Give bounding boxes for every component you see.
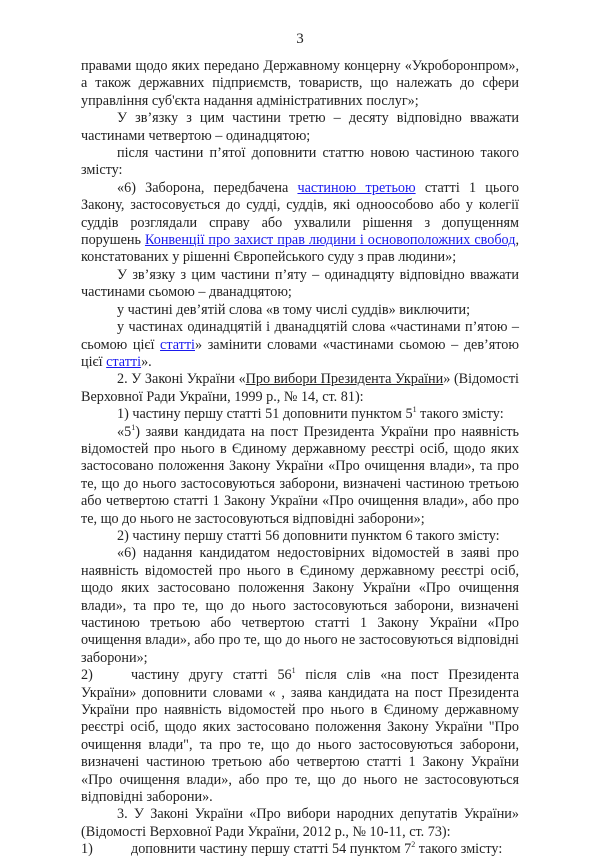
paragraph-10 (81, 424, 519, 528)
paragraph-7 (81, 319, 519, 371)
text: ) заяви кандидата на пост Президента України про наявність відомостей про нього в Єдиному державному реєстрі осіб, щодо яких застосовано положення Закону України «Про очищення влади», та про те, що до нього застосовуються заборони, визначені частиною третьою або четвертою статті 1 Закону України «Про очищення влади», або про те, що до нього не застосовуються відповідні заборони»; (81, 423, 519, 527)
paragraph-9 (81, 406, 519, 423)
paragraph-1: правами щодо яких передано Державному концерну «Укроборонпром», а також державних підприємств, товариств, що належать до сфери управління суб'єкта надання адміністративних послуг»; (81, 58, 519, 109)
list-number: 1) (81, 841, 93, 858)
text: » замінити словами «частинами сьомою – дев’ятою цієї (81, 336, 519, 370)
text: такого змісту: (415, 841, 503, 858)
text: «6) Заборона, передбачена (117, 179, 298, 196)
superscript: 1 (291, 666, 296, 676)
link-part-three[interactable]: частиною третьою (297, 179, 416, 196)
paragraph-6: у частині дев’ятій слова «в тому числі суддів» виключити; (117, 301, 471, 318)
text: доповнити частину першу статті 54 пунктом 7 (131, 841, 412, 858)
superscript: 1 (131, 422, 136, 432)
link-article-1[interactable]: статті (160, 336, 195, 353)
paragraph-14: 3. У Законі України «Про вибори народних депутатів України» (Відомості Верховної Ради України, 2012 р., № 10-11, ст. 73): (81, 806, 519, 840)
text: такого змісту: (416, 406, 504, 423)
paragraph-12: «6) надання кандидатом недостовірних відомостей в заяві про наявність відомостей про нього в Єдиному державному реєстрі осіб, щодо яких застосовано положення Закону України «Про очищення влади», та про те, що до нього застосовуються заборони, визначені частиною третьою або четвертою статті 1 Закону України «Про очищення влади», або про те, що до нього не застосовуються відповідні заборони»; (81, 545, 519, 666)
list-number: 2) (81, 667, 93, 684)
paragraph-15 (81, 841, 519, 858)
text: після слів «на пост Президента України» доповнити словами « , заява кандидата на пост Президента України про наявність відомостей про нього в Єдиному державному реєстрі осіб, щодо яких застосовано положення Закону України "Про очищення влади", та про те, що до нього застосовуються заборони, визначені частиною третьою або четвертою статті 1 Закону України «Про очищення влади», або про те, що до нього не застосовуються відповідні заборони». (81, 667, 519, 806)
text: ». (141, 353, 152, 370)
paragraph-11: 2) частину першу статті 56 доповнити пунктом 6 такого змісту: (117, 527, 500, 544)
paragraph-3: після частини п’ятої доповнити статтю новою частиною такого змісту: (81, 145, 519, 179)
text: , констатованих у рішенні Європейського суду з прав людини»; (81, 232, 519, 266)
link-presidential-elections-law[interactable]: Про вибори Президента України (245, 371, 444, 388)
superscript: 2 (411, 840, 416, 850)
paragraph-2: У зв’язку з цим частини третю – десяту відповідно вважати частинами четвертою – одинадцятою; (81, 110, 519, 144)
text: «5 (117, 423, 132, 440)
text: 1) частину першу статті 51 доповнити пунктом 5 (117, 406, 413, 423)
text: » (Відомості Верховної Ради України, 1999 р., № 14, ст. 81): (81, 371, 519, 405)
paragraph-5: У зв’язку з цим частини п’яту – одинадцяту відповідно вважати частинами сьомою – дванадцятою; (81, 266, 519, 301)
paragraph-13 (81, 667, 519, 806)
link-convention[interactable]: Конвенції про захист прав людини і основоположних свобод (144, 232, 516, 249)
superscript: 1 (412, 405, 417, 415)
text: статті 1 цього Закону, застосовується до судді, суддів, які одноособово або у колегії суддів розглядали справу або ухвалили рішення з допущенням порушень (81, 179, 519, 249)
text: 2. У Законі України « (117, 371, 246, 388)
paragraph-8 (81, 371, 519, 406)
text: у частинах одинадцятій і дванадцятій слова «частинами п’ятою – сьомою цієї (81, 319, 519, 353)
document-body (81, 58, 519, 859)
page-number: 3 (296, 31, 304, 47)
paragraph-4 (81, 180, 519, 267)
link-article-2[interactable]: статті (106, 353, 142, 370)
text: частину другу статті 56 (131, 667, 292, 684)
